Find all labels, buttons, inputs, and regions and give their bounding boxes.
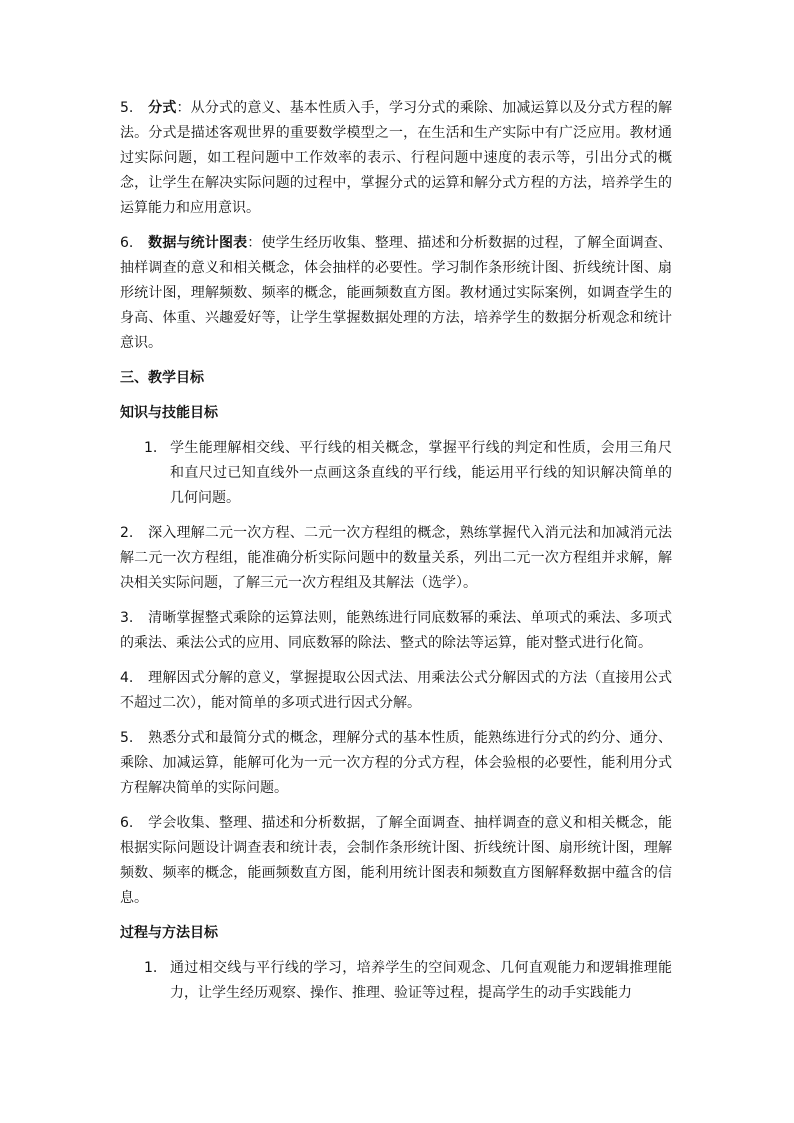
item-number: 6. [120,235,134,251]
list-text: 通过相交线与平行线的学习，培养学生的空间观念、几何直观能力和逻辑推理能力，让学生经历观察、操作、推理、验证等过程，提高学生的动手实践能力 [170,960,672,1001]
content-item-fractions [120,96,672,221]
list-number: 1. [144,960,158,976]
item-text: 清晰掌握整式乘除的运算法则，能熟练进行同底数幂的乘法、单项式的乘法、多项式的乘法、乘法公式的应用、同底数幂的除法、整式的除法等运算，能对整式进行化简。 [120,610,672,651]
item-number: 6. [120,815,134,831]
item-number: 5. [120,730,134,746]
content-item-statistics [120,231,672,356]
section-heading-goals: 三、教学目标 [120,370,204,386]
item-number: 5. [120,100,134,116]
knowledge-list-item [120,436,672,511]
item-title: 分式 [148,100,177,116]
item-number: 2. [120,525,134,541]
document-page [120,96,672,1016]
item-title: 数据与统计图表 [148,235,248,251]
item-number: 4. [120,670,134,686]
process-list-item [120,956,672,1006]
item-separator: ： [176,100,191,116]
sub-heading-knowledge: 知识与技能目标 [120,405,218,421]
item-text: 深入理解二元一次方程、二元一次方程组的概念，熟练掌握代入消元法和加减消元法解二元一次方程组，能准确分析实际问题中的数量关系，列出二元一次方程组并求解，解决相关实际问题，了解三元一次方程组及其解法（选学）。 [120,525,672,591]
item-text: 使学生经历收集、整理、描述和分析数据的过程，了解全面调查、抽样调查的意义和相关概念，体会抽样的必要性。学习制作条形统计图、折线统计图、扇形统计图，理解频数、频率的概念，能画频数直方图。教材通过实际案例，如调查学生的身高、体重、兴趣爱好等，让学生掌握数据处理的方法，培养学生的数据分析观念和统计意识。 [120,235,673,351]
item-text: 从分式的意义、基本性质入手，学习分式的乘除、加减运算以及分式方程的解法。分式是描述客观世界的重要数学模型之一，在生活和生产实际中有广泛应用。教材通过实际问题，如工程问题中工作效率的表示、行程问题中速度的表示等，引出分式的概念，让学生在解决实际问题的过程中，掌握分式的运算和解分式方程的方法，培养学生的运算能力和应用意识。 [120,100,673,216]
item-text: 学会收集、整理、描述和分析数据，了解全面调查、抽样调查的意义和相关概念，能根据实际问题设计调查表和统计表，会制作条形统计图、折线统计图、扇形统计图，理解频数、频率的概念，能画频数直方图，能利用统计图表和频数直方图解释数据中蕴含的信息。 [120,815,672,906]
knowledge-paragraph [120,521,672,596]
list-text: 学生能理解相交线、平行线的相关概念，掌握平行线的判定和性质，会用三角尺和直尺过已知直线外一点画这条直线的平行线，能运用平行线的知识解决简单的几何问题。 [170,440,672,506]
knowledge-paragraph [120,726,672,801]
knowledge-paragraph [120,666,672,716]
item-separator: ： [247,235,262,251]
knowledge-paragraph [120,811,672,911]
item-text: 理解因式分解的意义，掌握提取公因式法、用乘法公式分解因式的方法（直接用公式不超过二次），能对简单的多项式进行因式分解。 [120,670,672,711]
item-number: 3. [120,610,134,626]
list-number: 1. [144,440,158,456]
sub-heading-process: 过程与方法目标 [120,925,218,941]
knowledge-paragraph [120,606,672,656]
item-text: 熟悉分式和最简分式的概念，理解分式的基本性质，能熟练进行分式的约分、通分、乘除、加减运算，能解可化为一元一次方程的分式方程，体会验根的必要性，能利用分式方程解决简单的实际问题。 [120,730,672,796]
